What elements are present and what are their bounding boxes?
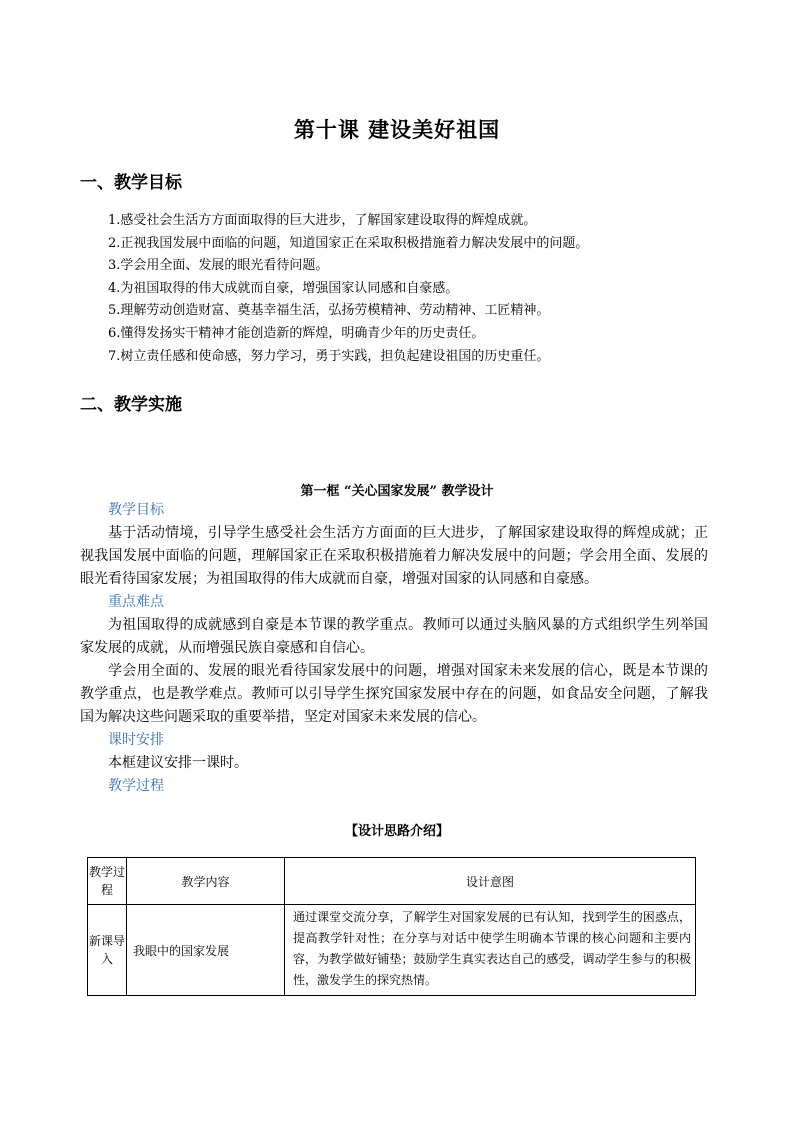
- design-table: [87, 857, 696, 996]
- goal-item: 5.理解劳动创造财富、奠基幸福生活，弘扬劳模精神、劳动精神、工匠精神。: [108, 303, 550, 319]
- goal-item: 3.学会用全面、发展的眼光看待问题。: [108, 258, 329, 274]
- goal-item: 7.树立责任感和使命感，努力学习，勇于实践，担负起建设祖国的历史重任。: [108, 348, 550, 364]
- header-content: 教学内容: [127, 858, 285, 905]
- section-heading-goals: 一、教学目标: [80, 173, 182, 193]
- cell-intent: 通过课堂交流分享，了解学生对国家发展的已有认知，找到学生的困惑点，提高教学针对性；在分享与对话中使学生明确本节课的核心问题和主要内容，为教学做好铺垫；鼓励学生真实表达自己的感受，调动学生参与的积极性，激发学生的探究热情。: [285, 905, 696, 996]
- goal-item: 2.正视我国发展中面临的问题，知道国家正在采取积极措施着力解决发展中的问题。: [108, 235, 589, 251]
- keypoints-text: 为祖国取得的成就感到自豪是本节课的教学重点。教师可以通过头脑风暴的方式组织学生列举国家发展的成就，从而增强民族自豪感和自信心。: [80, 617, 708, 656]
- keypoints-text: 学会用全面的、发展的眼光看待国家发展中的问题，增强对国家未来发展的信心，既是本节课的教学重点，也是教学难点。教师可以引导学生探究国家发展中存在的问题，如食品安全问题，了解我国为解决这些问题采取的重要举措，坚定对国家未来发展的信心。: [80, 663, 708, 725]
- table-header-row: [88, 858, 696, 905]
- header-stage: 教学过程: [88, 858, 127, 905]
- objectives-text: 基于活动情境，引导学生感受社会生活方方面面的巨大进步，了解国家建设取得的辉煌成就；正视我国发展中面临的问题，理解国家正在采取积极措施着力解决发展中的问题；学会用全面、发展的眼光看待国家发展；为祖国取得的伟大成就而自豪，增强对国家的认同感和自豪感。: [80, 525, 708, 587]
- goal-item: 6.懂得发扬实干精神才能创造新的辉煌，明确青少年的历史责任。: [108, 325, 485, 341]
- schedule-text: 本框建议安排一课时。: [108, 755, 248, 771]
- goal-item: 4.为祖国取得的伟大成就而自豪，增强国家认同感和自豪感。: [108, 280, 459, 296]
- cell-content: 我眼中的国家发展: [127, 905, 285, 996]
- table-row: [88, 905, 696, 996]
- design-title: 【设计思路介绍】: [344, 824, 449, 839]
- goal-item: 1.感受社会生活方方面面取得的巨大进步，了解国家建设取得的辉煌成就。: [108, 213, 537, 228]
- header-intent: 设计意图: [285, 858, 696, 905]
- schedule-heading: 课时安排: [108, 732, 164, 748]
- lesson-heading: 第一框 “关心国家发展” 教学设计: [300, 484, 494, 499]
- page-title: 第十课 建设美好祖国: [293, 117, 501, 142]
- objectives-heading: 教学目标: [108, 502, 164, 518]
- process-heading: 教学过程: [108, 778, 164, 794]
- section-heading-implementation: 二、教学实施: [80, 395, 182, 415]
- keypoints-heading: 重点难点: [108, 594, 164, 610]
- lesson-body: [80, 499, 708, 798]
- goal-list: [108, 210, 588, 368]
- cell-stage: 新课导入: [88, 905, 127, 996]
